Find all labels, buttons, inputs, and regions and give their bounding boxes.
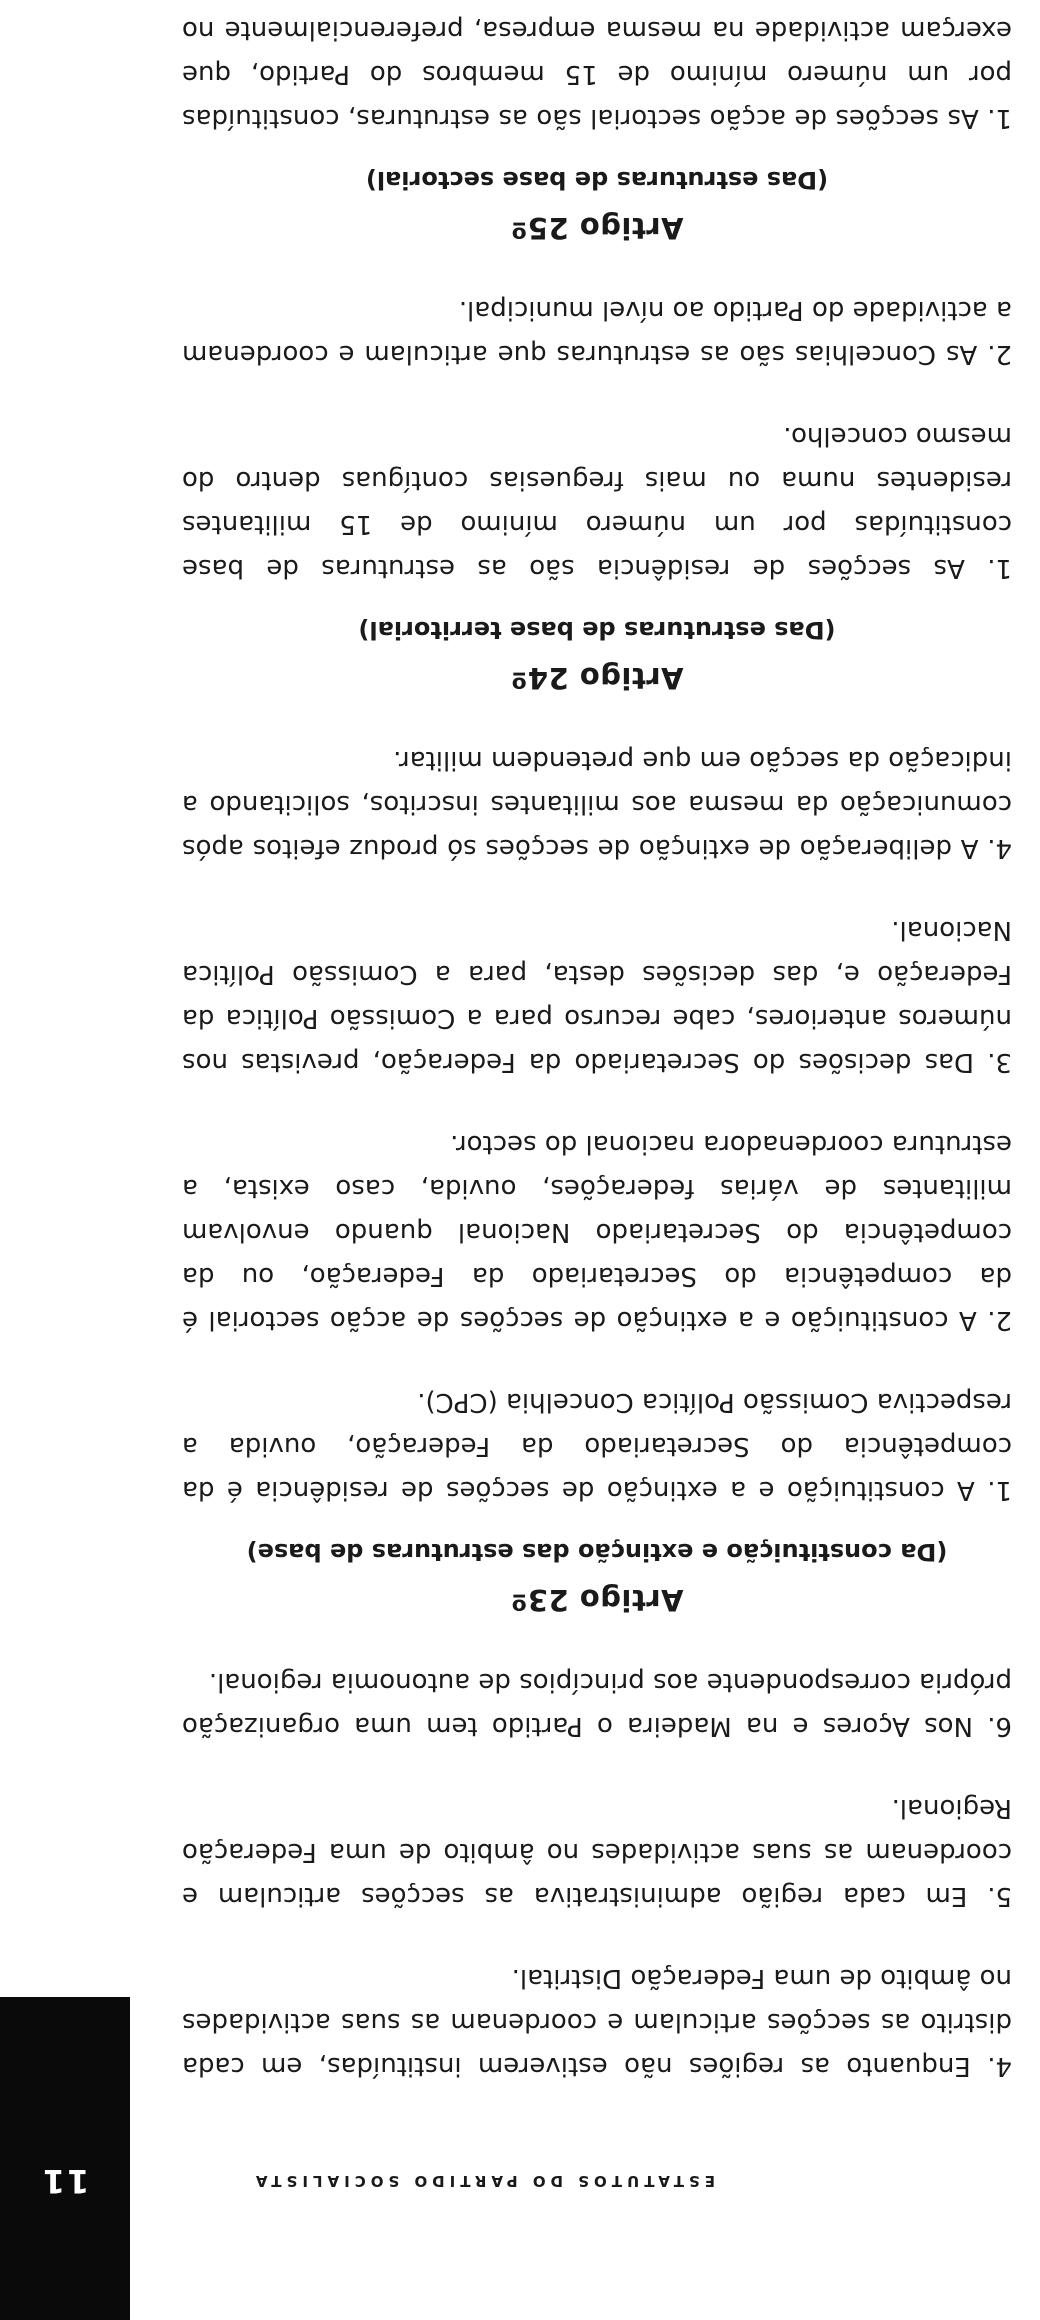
article-paragraph: 1. A constituição e a extinção de secções de residência é da competência do Secretariado da Federação, ouvida a respectiva Comissão Política Concelhia (CPC).	[182, 1387, 1012, 1505]
article-paragraph: 4. A deliberação de extinção de secções só produz efeitos após comunicação da mesma aos militantes inscritos, solicitando a indicação da secção em que pretendem militar.	[182, 745, 1012, 863]
running-header: ESTATUTOS DO PARTIDO SOCIALISTA	[250, 2172, 715, 2190]
article-title: Artigo 25º	[510, 211, 684, 245]
article-title: Artigo 23º	[510, 1583, 684, 1617]
document-body	[182, 0, 1012, 2088]
article-subtitle: (Das estruturas de base territorial)	[358, 616, 836, 644]
article-paragraph: 1. As secções de acção sectorial são as estruturas, constituídas por um número mínimo de 15 membros do Partido, que exerçam actividade na mesma empresa, preferencialmente no	[182, 15, 1012, 133]
article-paragraph: 1. As secções de residência são as estruturas de base constituídas por um número mínimo de 15 militantes residentes numa ou mais freguesias contíguas dentro do mesmo concelho.	[182, 421, 1012, 583]
article-subtitle: (Da constituição e extinção das estruturas de base)	[246, 1538, 948, 1566]
article-paragraph: 6. Nos Açores e na Madeira o Partido tem uma organização própria correspondente aos princípios de autonomia regional.	[182, 1667, 1012, 1741]
article-title: Artigo 24º	[510, 661, 684, 695]
page-number: 11	[40, 2162, 90, 2200]
article-paragraph: 2. A constituição e a extinção de secções de acção sectorial é da competência do Secretariado da Federação, ou da competência do Secretariado Nacional quando envolvam militantes de várias federações, ouvida, caso exista, a estrutura coordenadora nacional do sector.	[182, 1129, 1012, 1335]
page-number-tab	[0, 1997, 130, 2320]
article-subtitle: (Das estruturas de base sectorial)	[365, 166, 829, 194]
article-paragraph: 5. Em cada região administrativa as secções articulam e coordenam as suas actividades no âmbito de uma Federação Regional.	[182, 1793, 1012, 1911]
article-paragraph: 3. Das decisões do Secretariado da Federação, previstas nos números anteriores, cabe recurso para a Comissão Política da Federação e, das decisões desta, para a Comissão Política Nacional.	[182, 915, 1012, 1077]
article-paragraph: 4. Enquanto as regiões não estiverem instituídas, em cada distrito as secções articulam e coordenam as suas actividades no âmbito de uma Federação Distrital.	[182, 1963, 1012, 2081]
article-paragraph: 2. As Concelhias são as estruturas que articulam e coordenam a actividade do Partido ao nível municipal.	[182, 295, 1012, 369]
